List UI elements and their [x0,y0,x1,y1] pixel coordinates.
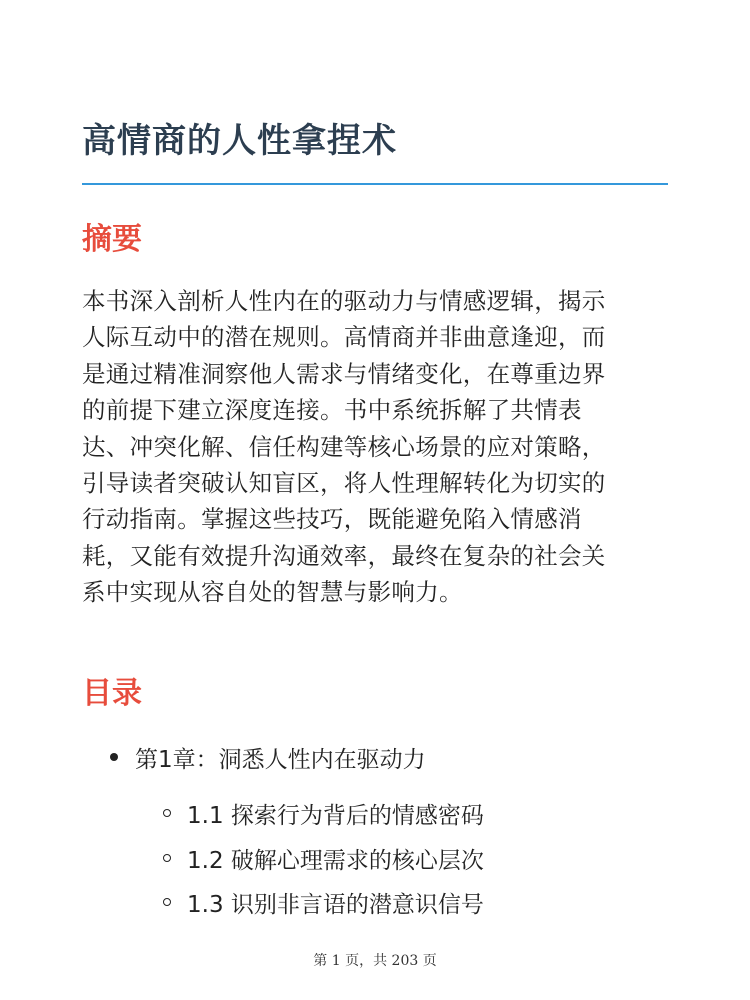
toc-heading: 目录 [82,676,142,711]
toc-section-item[interactable] [163,838,484,878]
page-number-footer: 第 1 页，共 203 页 [313,953,437,969]
document-title: 高情商的人性拿捏术 [82,121,397,161]
abstract-paragraph [82,283,672,611]
abstract-line: 是通过精准洞察他人需求与情绪变化，在尊重边界 [82,359,606,388]
toc-section-label: 1.2 破解心理需求的核心层次 [187,847,484,874]
abstract-line: 本书深入剖析人性内在的驱动力与情感逻辑，揭示 [82,287,606,315]
abstract-line: 行动指南。掌握这些技巧，既能避免陷入情感消 [82,505,582,534]
bullet-circle-icon [163,809,171,817]
abstract-line: 的前提下建立深度连接。书中系统拆解了共情表 [82,396,582,425]
bullet-disc-icon [110,753,118,761]
bullet-circle-icon [163,854,171,862]
title-divider [82,183,668,185]
bullet-circle-icon [163,898,171,906]
toc-section-item[interactable] [163,882,484,922]
abstract-line: 达、冲突化解、信任构建等核心场景的应对策略， [82,432,606,461]
toc-section-label: 1.1 探索行为背后的情感密码 [187,802,484,829]
abstract-line: 耗，又能有效提升沟通效率，最终在复杂的社会关 [82,541,606,570]
abstract-line: 人际互动中的潜在规则。高情商并非曲意逢迎，而 [82,323,606,352]
abstract-heading: 摘要 [82,222,142,257]
toc-section-label: 1.3 识别非言语的潜意识信号 [187,891,484,918]
abstract-line: 系中实现从容自处的智慧与影响力。 [82,578,463,607]
toc-chapter-item[interactable] [110,737,426,777]
abstract-line: 引导读者突破认知盲区，将人性理解转化为切实的 [82,469,606,498]
toc-chapter-label: 第1章：洞悉人性内在驱动力 [135,746,426,773]
toc-section-item[interactable] [163,793,484,833]
